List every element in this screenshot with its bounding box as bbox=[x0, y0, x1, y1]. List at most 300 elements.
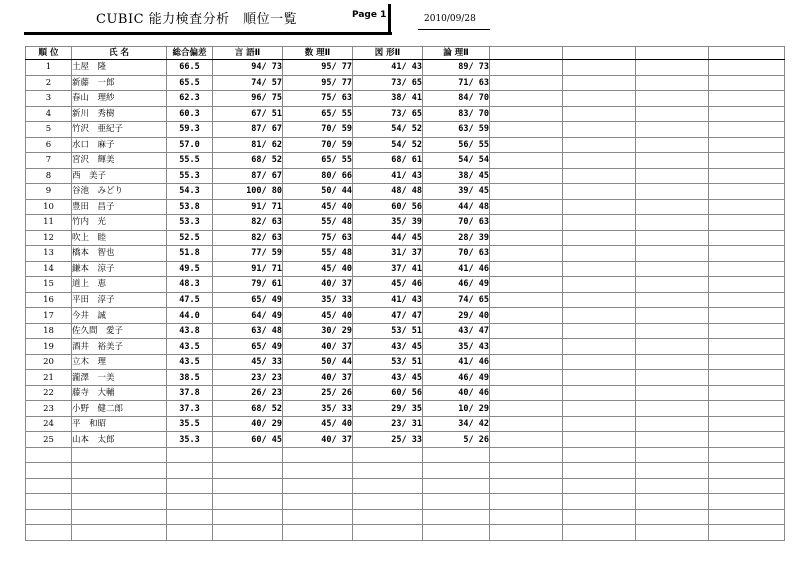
name-cell: 新藤 一郎 bbox=[72, 75, 167, 91]
logic-score-cell: 28/ 39 bbox=[423, 230, 490, 246]
empty-cell bbox=[563, 153, 636, 169]
date-underline bbox=[418, 29, 490, 30]
empty-cell bbox=[709, 292, 785, 308]
total-deviation-cell: 59.3 bbox=[167, 122, 213, 138]
page-number: Page 1 bbox=[352, 10, 387, 20]
numerical-score-cell: 65/ 55 bbox=[283, 106, 353, 122]
empty-cell bbox=[26, 478, 72, 494]
rank-cell: 5 bbox=[26, 122, 72, 138]
empty-cell bbox=[636, 447, 709, 463]
empty-cell bbox=[563, 385, 636, 401]
empty-cell bbox=[490, 168, 563, 184]
logic-score-cell: 70/ 63 bbox=[423, 215, 490, 231]
empty-cell bbox=[167, 494, 213, 510]
logic-score-cell: 44/ 48 bbox=[423, 199, 490, 215]
name-cell: 道上 恵 bbox=[72, 277, 167, 293]
rank-cell: 11 bbox=[26, 215, 72, 231]
header-rank: 順 位 bbox=[26, 47, 72, 60]
figure-score-cell: 73/ 65 bbox=[353, 75, 423, 91]
ranking-table bbox=[25, 46, 785, 541]
empty-cell bbox=[167, 478, 213, 494]
empty-row bbox=[26, 509, 785, 525]
empty-cell bbox=[636, 277, 709, 293]
logic-score-cell: 29/ 40 bbox=[423, 308, 490, 324]
empty-cell bbox=[490, 525, 563, 541]
numerical-score-cell: 45/ 40 bbox=[283, 261, 353, 277]
logic-score-cell: 34/ 42 bbox=[423, 416, 490, 432]
table-row bbox=[26, 339, 785, 355]
empty-cell bbox=[709, 478, 785, 494]
empty-cell bbox=[490, 199, 563, 215]
numerical-score-cell: 80/ 66 bbox=[283, 168, 353, 184]
empty-cell bbox=[283, 509, 353, 525]
total-deviation-cell: 43.8 bbox=[167, 323, 213, 339]
empty-cell bbox=[563, 463, 636, 479]
report-date: 2010/09/28 bbox=[424, 14, 476, 24]
name-cell: 藤寺 大輔 bbox=[72, 385, 167, 401]
verbal-score-cell: 63/ 48 bbox=[213, 323, 283, 339]
verbal-score-cell: 79/ 61 bbox=[213, 277, 283, 293]
name-cell: 佐久間 愛子 bbox=[72, 323, 167, 339]
empty-cell bbox=[563, 91, 636, 107]
empty-cell bbox=[563, 308, 636, 324]
empty-cell bbox=[490, 401, 563, 417]
verbal-score-cell: 67/ 51 bbox=[213, 106, 283, 122]
empty-cell bbox=[353, 525, 423, 541]
figure-score-cell: 43/ 45 bbox=[353, 339, 423, 355]
verbal-score-cell: 45/ 33 bbox=[213, 354, 283, 370]
numerical-score-cell: 70/ 59 bbox=[283, 122, 353, 138]
header-empty bbox=[490, 47, 563, 60]
logic-score-cell: 5/ 26 bbox=[423, 432, 490, 448]
header-verbal: 言 語Ⅱ bbox=[213, 47, 283, 60]
empty-cell bbox=[563, 60, 636, 76]
verbal-score-cell: 68/ 52 bbox=[213, 401, 283, 417]
empty-cell bbox=[636, 215, 709, 231]
rank-cell: 24 bbox=[26, 416, 72, 432]
empty-cell bbox=[709, 401, 785, 417]
header-empty bbox=[563, 47, 636, 60]
verbal-score-cell: 87/ 67 bbox=[213, 168, 283, 184]
table-row bbox=[26, 122, 785, 138]
numerical-score-cell: 45/ 40 bbox=[283, 199, 353, 215]
empty-cell bbox=[709, 494, 785, 510]
figure-score-cell: 35/ 39 bbox=[353, 215, 423, 231]
figure-score-cell: 37/ 41 bbox=[353, 261, 423, 277]
empty-cell bbox=[490, 432, 563, 448]
empty-cell bbox=[283, 525, 353, 541]
empty-cell bbox=[490, 261, 563, 277]
empty-cell bbox=[563, 261, 636, 277]
empty-cell bbox=[213, 447, 283, 463]
empty-cell bbox=[423, 525, 490, 541]
total-deviation-cell: 54.3 bbox=[167, 184, 213, 200]
empty-cell bbox=[709, 354, 785, 370]
name-cell: 新川 秀樹 bbox=[72, 106, 167, 122]
empty-cell bbox=[709, 137, 785, 153]
empty-row bbox=[26, 463, 785, 479]
empty-cell bbox=[709, 370, 785, 386]
empty-cell bbox=[636, 153, 709, 169]
empty-cell bbox=[26, 447, 72, 463]
empty-cell bbox=[283, 463, 353, 479]
table-header-row bbox=[26, 47, 785, 60]
empty-cell bbox=[167, 509, 213, 525]
empty-cell bbox=[490, 215, 563, 231]
empty-cell bbox=[72, 509, 167, 525]
empty-cell bbox=[490, 308, 563, 324]
empty-cell bbox=[490, 339, 563, 355]
empty-cell bbox=[563, 199, 636, 215]
empty-cell bbox=[636, 385, 709, 401]
empty-cell bbox=[709, 91, 785, 107]
numerical-score-cell: 50/ 44 bbox=[283, 184, 353, 200]
figure-score-cell: 23/ 31 bbox=[353, 416, 423, 432]
total-deviation-cell: 37.3 bbox=[167, 401, 213, 417]
empty-cell bbox=[490, 370, 563, 386]
empty-cell bbox=[167, 463, 213, 479]
name-cell: 西 美子 bbox=[72, 168, 167, 184]
logic-score-cell: 71/ 63 bbox=[423, 75, 490, 91]
table-row bbox=[26, 277, 785, 293]
figure-score-cell: 25/ 33 bbox=[353, 432, 423, 448]
header-frame-bottom bbox=[24, 32, 392, 35]
empty-cell bbox=[490, 91, 563, 107]
figure-score-cell: 54/ 52 bbox=[353, 137, 423, 153]
empty-cell bbox=[709, 75, 785, 91]
header-empty bbox=[709, 47, 785, 60]
empty-cell bbox=[709, 447, 785, 463]
empty-cell bbox=[636, 106, 709, 122]
empty-cell bbox=[563, 323, 636, 339]
empty-cell bbox=[709, 60, 785, 76]
numerical-score-cell: 50/ 44 bbox=[283, 354, 353, 370]
name-cell: 平 和昭 bbox=[72, 416, 167, 432]
figure-score-cell: 54/ 52 bbox=[353, 122, 423, 138]
verbal-score-cell: 81/ 62 bbox=[213, 137, 283, 153]
figure-score-cell: 31/ 37 bbox=[353, 246, 423, 262]
name-cell: 吹上 睦 bbox=[72, 230, 167, 246]
empty-cell bbox=[636, 184, 709, 200]
name-cell: 今井 誠 bbox=[72, 308, 167, 324]
total-deviation-cell: 60.3 bbox=[167, 106, 213, 122]
empty-cell bbox=[72, 525, 167, 541]
rank-cell: 4 bbox=[26, 106, 72, 122]
empty-cell bbox=[709, 106, 785, 122]
verbal-score-cell: 40/ 29 bbox=[213, 416, 283, 432]
numerical-score-cell: 95/ 77 bbox=[283, 75, 353, 91]
empty-cell bbox=[636, 308, 709, 324]
name-cell: 春山 理紗 bbox=[72, 91, 167, 107]
total-deviation-cell: 35.3 bbox=[167, 432, 213, 448]
rank-cell: 1 bbox=[26, 60, 72, 76]
empty-cell bbox=[167, 525, 213, 541]
header-figure: 図 形Ⅱ bbox=[353, 47, 423, 60]
numerical-score-cell: 45/ 40 bbox=[283, 416, 353, 432]
table-body bbox=[26, 60, 785, 541]
verbal-score-cell: 96/ 75 bbox=[213, 91, 283, 107]
empty-cell bbox=[563, 122, 636, 138]
empty-cell bbox=[636, 401, 709, 417]
numerical-score-cell: 55/ 48 bbox=[283, 246, 353, 262]
empty-cell bbox=[636, 292, 709, 308]
empty-cell bbox=[563, 447, 636, 463]
total-deviation-cell: 53.8 bbox=[167, 199, 213, 215]
empty-cell bbox=[709, 122, 785, 138]
empty-cell bbox=[490, 416, 563, 432]
empty-cell bbox=[709, 153, 785, 169]
empty-cell bbox=[423, 509, 490, 525]
header-empty bbox=[636, 47, 709, 60]
verbal-score-cell: 65/ 49 bbox=[213, 339, 283, 355]
figure-score-cell: 73/ 65 bbox=[353, 106, 423, 122]
total-deviation-cell: 55.5 bbox=[167, 153, 213, 169]
numerical-score-cell: 75/ 63 bbox=[283, 91, 353, 107]
name-cell: 鎌本 涼子 bbox=[72, 261, 167, 277]
figure-score-cell: 41/ 43 bbox=[353, 168, 423, 184]
empty-cell bbox=[636, 60, 709, 76]
rank-cell: 15 bbox=[26, 277, 72, 293]
figure-score-cell: 41/ 43 bbox=[353, 60, 423, 76]
empty-cell bbox=[213, 478, 283, 494]
empty-cell bbox=[490, 354, 563, 370]
empty-cell bbox=[709, 168, 785, 184]
empty-cell bbox=[636, 478, 709, 494]
rank-cell: 22 bbox=[26, 385, 72, 401]
rank-cell: 10 bbox=[26, 199, 72, 215]
figure-score-cell: 43/ 45 bbox=[353, 370, 423, 386]
empty-cell bbox=[423, 478, 490, 494]
empty-cell bbox=[72, 447, 167, 463]
verbal-score-cell: 100/ 80 bbox=[213, 184, 283, 200]
logic-score-cell: 63/ 59 bbox=[423, 122, 490, 138]
table-row bbox=[26, 432, 785, 448]
header-numerical: 数 理Ⅱ bbox=[283, 47, 353, 60]
figure-score-cell: 60/ 56 bbox=[353, 199, 423, 215]
empty-cell bbox=[709, 339, 785, 355]
logic-score-cell: 70/ 63 bbox=[423, 246, 490, 262]
logic-score-cell: 39/ 45 bbox=[423, 184, 490, 200]
table-row bbox=[26, 385, 785, 401]
empty-cell bbox=[490, 385, 563, 401]
numerical-score-cell: 65/ 55 bbox=[283, 153, 353, 169]
total-deviation-cell: 51.8 bbox=[167, 246, 213, 262]
rank-cell: 20 bbox=[26, 354, 72, 370]
figure-score-cell: 45/ 46 bbox=[353, 277, 423, 293]
verbal-score-cell: 91/ 71 bbox=[213, 261, 283, 277]
name-cell: 竹内 光 bbox=[72, 215, 167, 231]
empty-cell bbox=[490, 75, 563, 91]
rank-cell: 23 bbox=[26, 401, 72, 417]
empty-cell bbox=[636, 339, 709, 355]
table-row bbox=[26, 292, 785, 308]
empty-row bbox=[26, 478, 785, 494]
logic-score-cell: 43/ 47 bbox=[423, 323, 490, 339]
numerical-score-cell: 75/ 63 bbox=[283, 230, 353, 246]
logic-score-cell: 38/ 45 bbox=[423, 168, 490, 184]
empty-cell bbox=[636, 91, 709, 107]
numerical-score-cell: 40/ 37 bbox=[283, 277, 353, 293]
numerical-score-cell: 55/ 48 bbox=[283, 215, 353, 231]
empty-cell bbox=[490, 478, 563, 494]
empty-cell bbox=[490, 153, 563, 169]
total-deviation-cell: 44.0 bbox=[167, 308, 213, 324]
empty-cell bbox=[490, 246, 563, 262]
empty-cell bbox=[563, 494, 636, 510]
empty-cell bbox=[709, 308, 785, 324]
figure-score-cell: 68/ 61 bbox=[353, 153, 423, 169]
total-deviation-cell: 53.3 bbox=[167, 215, 213, 231]
empty-cell bbox=[709, 416, 785, 432]
empty-cell bbox=[283, 478, 353, 494]
table-row bbox=[26, 153, 785, 169]
table-row bbox=[26, 323, 785, 339]
numerical-score-cell: 30/ 29 bbox=[283, 323, 353, 339]
empty-cell bbox=[709, 463, 785, 479]
empty-cell bbox=[353, 478, 423, 494]
table-row bbox=[26, 184, 785, 200]
logic-score-cell: 56/ 55 bbox=[423, 137, 490, 153]
empty-cell bbox=[283, 494, 353, 510]
total-deviation-cell: 49.5 bbox=[167, 261, 213, 277]
logic-score-cell: 41/ 46 bbox=[423, 354, 490, 370]
table-row bbox=[26, 354, 785, 370]
name-cell: 酒井 裕美子 bbox=[72, 339, 167, 355]
rank-cell: 19 bbox=[26, 339, 72, 355]
name-cell: 立木 理 bbox=[72, 354, 167, 370]
logic-score-cell: 46/ 49 bbox=[423, 370, 490, 386]
empty-cell bbox=[636, 432, 709, 448]
table-row bbox=[26, 215, 785, 231]
figure-score-cell: 29/ 35 bbox=[353, 401, 423, 417]
empty-cell bbox=[563, 509, 636, 525]
empty-cell bbox=[563, 292, 636, 308]
empty-cell bbox=[636, 199, 709, 215]
logic-score-cell: 54/ 54 bbox=[423, 153, 490, 169]
numerical-score-cell: 95/ 77 bbox=[283, 60, 353, 76]
logic-score-cell: 40/ 46 bbox=[423, 385, 490, 401]
empty-cell bbox=[26, 494, 72, 510]
empty-cell bbox=[490, 230, 563, 246]
empty-cell bbox=[490, 277, 563, 293]
table-row bbox=[26, 370, 785, 386]
empty-cell bbox=[563, 432, 636, 448]
empty-cell bbox=[636, 168, 709, 184]
table-row bbox=[26, 75, 785, 91]
verbal-score-cell: 94/ 73 bbox=[213, 60, 283, 76]
empty-cell bbox=[709, 199, 785, 215]
empty-cell bbox=[636, 525, 709, 541]
empty-cell bbox=[636, 354, 709, 370]
table-row bbox=[26, 308, 785, 324]
rank-cell: 2 bbox=[26, 75, 72, 91]
empty-cell bbox=[709, 509, 785, 525]
empty-cell bbox=[490, 323, 563, 339]
table-row bbox=[26, 106, 785, 122]
logic-score-cell: 74/ 65 bbox=[423, 292, 490, 308]
rank-cell: 12 bbox=[26, 230, 72, 246]
numerical-score-cell: 35/ 33 bbox=[283, 292, 353, 308]
figure-score-cell: 47/ 47 bbox=[353, 308, 423, 324]
empty-cell bbox=[423, 447, 490, 463]
verbal-score-cell: 74/ 57 bbox=[213, 75, 283, 91]
empty-cell bbox=[709, 215, 785, 231]
empty-cell bbox=[283, 447, 353, 463]
empty-cell bbox=[353, 463, 423, 479]
header-frame-right bbox=[388, 4, 391, 34]
empty-cell bbox=[563, 478, 636, 494]
empty-cell bbox=[563, 277, 636, 293]
total-deviation-cell: 62.3 bbox=[167, 91, 213, 107]
empty-cell bbox=[636, 323, 709, 339]
empty-cell bbox=[636, 370, 709, 386]
empty-cell bbox=[213, 509, 283, 525]
figure-score-cell: 41/ 43 bbox=[353, 292, 423, 308]
table-row bbox=[26, 199, 785, 215]
rank-cell: 25 bbox=[26, 432, 72, 448]
empty-cell bbox=[490, 137, 563, 153]
empty-cell bbox=[490, 509, 563, 525]
empty-cell bbox=[490, 60, 563, 76]
total-deviation-cell: 38.5 bbox=[167, 370, 213, 386]
table-row bbox=[26, 60, 785, 76]
empty-cell bbox=[563, 246, 636, 262]
name-cell: 豊田 昌子 bbox=[72, 199, 167, 215]
name-cell: 小野 健二郎 bbox=[72, 401, 167, 417]
rank-cell: 8 bbox=[26, 168, 72, 184]
total-deviation-cell: 43.5 bbox=[167, 354, 213, 370]
logic-score-cell: 41/ 46 bbox=[423, 261, 490, 277]
empty-cell bbox=[563, 215, 636, 231]
empty-cell bbox=[563, 137, 636, 153]
empty-cell bbox=[213, 463, 283, 479]
verbal-score-cell: 65/ 49 bbox=[213, 292, 283, 308]
total-deviation-cell: 55.3 bbox=[167, 168, 213, 184]
empty-cell bbox=[709, 323, 785, 339]
empty-row bbox=[26, 525, 785, 541]
empty-cell bbox=[72, 463, 167, 479]
verbal-score-cell: 87/ 67 bbox=[213, 122, 283, 138]
name-cell: 平田 淳子 bbox=[72, 292, 167, 308]
rank-cell: 14 bbox=[26, 261, 72, 277]
empty-cell bbox=[490, 106, 563, 122]
rank-cell: 9 bbox=[26, 184, 72, 200]
verbal-score-cell: 60/ 45 bbox=[213, 432, 283, 448]
empty-cell bbox=[353, 447, 423, 463]
empty-cell bbox=[636, 261, 709, 277]
empty-cell bbox=[563, 106, 636, 122]
empty-cell bbox=[563, 354, 636, 370]
logic-score-cell: 10/ 29 bbox=[423, 401, 490, 417]
empty-cell bbox=[636, 463, 709, 479]
empty-cell bbox=[563, 416, 636, 432]
empty-cell bbox=[636, 122, 709, 138]
total-deviation-cell: 43.5 bbox=[167, 339, 213, 355]
empty-cell bbox=[709, 184, 785, 200]
numerical-score-cell: 40/ 37 bbox=[283, 339, 353, 355]
empty-cell bbox=[563, 75, 636, 91]
header-logic: 論 理Ⅱ bbox=[423, 47, 490, 60]
total-deviation-cell: 48.3 bbox=[167, 277, 213, 293]
empty-cell bbox=[72, 494, 167, 510]
verbal-score-cell: 82/ 63 bbox=[213, 215, 283, 231]
numerical-score-cell: 25/ 26 bbox=[283, 385, 353, 401]
empty-row bbox=[26, 494, 785, 510]
empty-cell bbox=[26, 463, 72, 479]
total-deviation-cell: 37.8 bbox=[167, 385, 213, 401]
empty-cell bbox=[353, 509, 423, 525]
empty-cell bbox=[636, 75, 709, 91]
